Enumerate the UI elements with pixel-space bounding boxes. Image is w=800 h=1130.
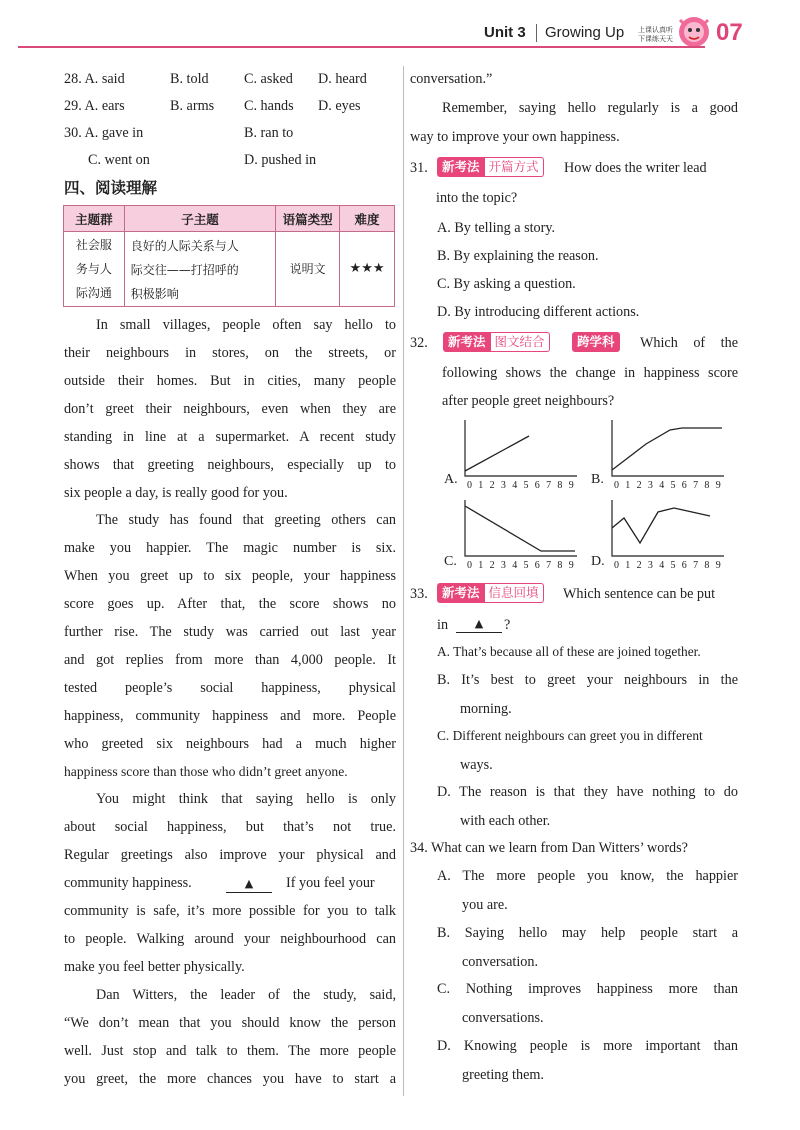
passage-line: to people. Walking around your neighbourhood can xyxy=(64,931,396,947)
graph-tick-label: 3 xyxy=(647,480,653,491)
header-slogan: 上课认真听 下课练天天 xyxy=(638,26,673,43)
header-separator xyxy=(536,24,537,42)
passage-line: shows that greeting neighbours, especially up to xyxy=(64,457,396,473)
passage-line: community is safe, it’s more possible for you to talk xyxy=(64,903,396,919)
graph-tick-label: 5 xyxy=(670,560,676,571)
q30-option-c: C. went on xyxy=(88,152,150,168)
table-cell-theme: 社会服 务与人 际沟通 xyxy=(64,232,125,307)
option-d-cont: with each other. xyxy=(460,813,551,829)
question-tag: 新考法 开篇方式 xyxy=(437,157,544,177)
graph-tick-label: 7 xyxy=(546,560,552,571)
blank-marker: ▲ xyxy=(226,876,272,893)
option-d-cont: greeting them. xyxy=(462,1067,544,1083)
graph-tick-label: 8 xyxy=(557,480,563,491)
graph-c[interactable] xyxy=(462,500,592,570)
question-stem: into the topic? xyxy=(436,190,518,206)
option-a-cont: you are. xyxy=(462,897,508,913)
passage-blank xyxy=(226,873,272,893)
option-d[interactable]: D. Knowing people is more important than xyxy=(437,1038,738,1054)
passage-line: make you feel better physically. xyxy=(64,959,245,975)
graph-tick-label: 2 xyxy=(636,560,642,571)
graph-label-d[interactable]: D. xyxy=(591,554,605,569)
graph-label-b[interactable]: B. xyxy=(591,472,604,487)
graph-tick-label: 3 xyxy=(647,560,653,571)
q28-option-a: 28. A. said xyxy=(64,71,125,87)
graph-d[interactable] xyxy=(609,500,739,570)
option-c[interactable]: C. Different neighbours can greet you in different xyxy=(437,728,703,743)
question-stem: following shows the change in happiness score xyxy=(442,365,738,381)
column-divider xyxy=(403,66,404,1096)
graph-tick-label: 2 xyxy=(489,560,495,571)
q30-option-d: D. pushed in xyxy=(244,152,317,168)
graph-tick-label: 1 xyxy=(478,560,484,571)
blank-marker: ▲ xyxy=(456,616,502,633)
table-header: 主题群 xyxy=(64,206,125,232)
graph-tick-label: 7 xyxy=(693,560,699,571)
option-d[interactable]: D. The reason is that they have nothing to do xyxy=(437,784,738,800)
passage-line: score goes up. After that, the score shows no xyxy=(64,596,396,612)
question-stem: ? xyxy=(504,617,511,633)
graph-tick-label: 9 xyxy=(568,560,574,571)
option-c-cont: conversations. xyxy=(462,1010,544,1026)
passage-info-table xyxy=(63,205,395,307)
graph-tick-label: 1 xyxy=(478,480,484,491)
graph-tick-label: 9 xyxy=(715,560,721,571)
passage-line: The study has found that greeting others can xyxy=(96,512,396,528)
graph-label-a[interactable]: A. xyxy=(444,472,458,487)
passage-line: well. Just stop and talk to them. The more people xyxy=(64,1043,396,1059)
passage-line: you greet, the more chances you have to start a xyxy=(64,1071,396,1087)
option-c[interactable]: C. By asking a question. xyxy=(437,276,576,292)
q30-option-b: B. ran to xyxy=(244,125,294,141)
passage-line: Regular greetings also improve your physical and xyxy=(64,847,396,863)
option-d[interactable]: D. By introducing different actions. xyxy=(437,304,640,320)
passage-line: You might think that saying hello is only xyxy=(96,791,396,807)
graph-curve xyxy=(612,508,710,543)
q28-option-d: D. heard xyxy=(318,71,367,87)
graph-tick-label: 5 xyxy=(523,560,529,571)
table-header: 难度 xyxy=(340,206,395,232)
option-c-cont: ways. xyxy=(460,757,493,773)
graph-tick-label: 3 xyxy=(500,480,506,491)
graph-tick-label: 8 xyxy=(704,480,710,491)
passage-line: When you greet up to six people, your happiness xyxy=(64,568,396,584)
question-number: 32. xyxy=(410,335,428,351)
page-number: 07 xyxy=(716,19,743,46)
graph-axis xyxy=(465,420,577,476)
q29-option-b: B. arms xyxy=(170,98,215,114)
option-b-cont: morning. xyxy=(460,701,512,717)
graph-a[interactable] xyxy=(462,420,592,490)
q29-option-c: C. hands xyxy=(244,98,294,114)
option-b-cont: conversation. xyxy=(462,954,539,970)
option-b[interactable]: B. By explaining the reason. xyxy=(437,248,599,264)
passage-line: community happiness. xyxy=(64,875,192,891)
passage-line: happiness score than those who didn’t greet anyone. xyxy=(64,764,348,779)
graph-tick-label: 2 xyxy=(636,480,642,491)
passage-line: about social happiness, but that’s not true. xyxy=(64,819,396,835)
question-stem: How does the writer lead xyxy=(564,160,707,176)
graph-tick-label: 4 xyxy=(659,480,665,491)
passage-line: six people a day, is really good for you. xyxy=(64,485,288,501)
header-rule xyxy=(18,46,705,48)
graph-tick-label: 4 xyxy=(512,480,518,491)
graph-axis xyxy=(465,500,577,556)
passage-line: don’t greet their neighbours, even when they are xyxy=(64,401,396,417)
graph-tick-label: 9 xyxy=(568,480,574,491)
table-header: 子主题 xyxy=(124,206,275,232)
q28-option-b: B. told xyxy=(170,71,209,87)
passage-line: conversation.” xyxy=(410,71,493,87)
question-tag: 跨学科 xyxy=(572,332,620,352)
question-tag: 新考法 图文结合 xyxy=(443,332,550,352)
table-cell-difficulty: ★★★ xyxy=(340,232,395,307)
option-a[interactable]: A. That’s because all of these are joined together. xyxy=(437,644,701,659)
passage-line: If you feel your xyxy=(286,875,375,891)
table-header: 语篇类型 xyxy=(276,206,340,232)
q29-option-d: D. eyes xyxy=(318,98,361,114)
graph-tick-label: 2 xyxy=(489,480,495,491)
option-a[interactable]: A. By telling a story. xyxy=(437,220,556,236)
option-c[interactable]: C. Nothing improves happiness more than xyxy=(437,981,738,997)
option-a[interactable]: A. The more people you know, the happier xyxy=(437,868,738,884)
graph-tick-label: 0 xyxy=(614,560,619,571)
q29-option-a: 29. A. ears xyxy=(64,98,125,114)
graph-tick-label: 5 xyxy=(523,480,529,491)
graph-tick-label: 3 xyxy=(500,560,506,571)
question-blank xyxy=(456,613,502,633)
question-stem: in xyxy=(437,617,449,633)
unit-title: Growing Up xyxy=(545,24,625,41)
table-cell-type: 说明文 xyxy=(276,232,340,307)
graph-tick-label: 6 xyxy=(534,560,540,571)
graph-tick-label: 6 xyxy=(681,560,687,571)
graph-tick-label: 1 xyxy=(625,480,631,491)
option-b[interactable]: B. It’s best to greet your neighbours in the xyxy=(437,672,738,688)
question-stem: Which of the xyxy=(640,335,738,351)
question-number: 31. xyxy=(410,160,428,176)
graph-curve xyxy=(465,436,529,471)
passage-line: tested people’s social happiness, physical xyxy=(64,680,396,696)
passage-line: happiness, community happiness and more. People xyxy=(64,708,396,724)
passage-line: way to improve your own happiness. xyxy=(410,129,620,145)
page-header xyxy=(0,0,800,52)
graph-tick-label: 4 xyxy=(659,560,665,571)
graph-label-c[interactable]: C. xyxy=(444,554,457,569)
passage-line: standing in line at a supermarket. A recent study xyxy=(64,429,396,445)
question-stem: 34. What can we learn from Dan Witters’ words? xyxy=(410,840,688,856)
passage-line: “We don’t mean that you should know the person xyxy=(64,1015,396,1031)
question-tag: 新考法 信息回填 xyxy=(437,583,544,603)
graph-tick-label: 6 xyxy=(534,480,540,491)
graph-curve xyxy=(612,428,722,470)
q28-option-c: C. asked xyxy=(244,71,293,87)
graph-tick-label: 9 xyxy=(715,480,721,491)
option-b[interactable]: B. Saying hello may help people start a xyxy=(437,925,738,941)
question-stem: Which sentence can be put xyxy=(563,586,716,602)
question-stem: after people greet neighbours? xyxy=(442,393,615,409)
passage-line: who greeted six neighbours had a much higher xyxy=(64,736,396,752)
passage-line: In small villages, people often say hello to xyxy=(96,317,396,333)
graph-tick-label: 8 xyxy=(557,560,563,571)
q30-option-a: 30. A. gave in xyxy=(64,125,144,141)
passage-line: and got replies from more than 4,000 people. It xyxy=(64,652,396,668)
graph-tick-label: 8 xyxy=(704,560,710,571)
section-title: 四、阅读理解 xyxy=(64,179,158,197)
graph-tick-label: 0 xyxy=(467,560,472,571)
graph-tick-label: 4 xyxy=(512,560,518,571)
graph-tick-label: 0 xyxy=(614,480,619,491)
graph-tick-label: 0 xyxy=(467,480,472,491)
graph-tick-label: 6 xyxy=(681,480,687,491)
graph-tick-label: 5 xyxy=(670,480,676,491)
unit-label: Unit 3 xyxy=(484,24,526,41)
passage-line: Remember, saying hello regularly is a good xyxy=(442,100,738,116)
graph-tick-label: 1 xyxy=(625,560,631,571)
question-number: 33. xyxy=(410,586,428,602)
passage-line: further rise. The study was carried out last year xyxy=(64,624,396,640)
graph-b[interactable] xyxy=(609,420,739,490)
passage-line: make you happier. The magic number is six. xyxy=(64,540,396,556)
passage-line: outside their homes. But in cities, many people xyxy=(64,373,396,389)
graph-tick-label: 7 xyxy=(693,480,699,491)
graph-tick-label: 7 xyxy=(546,480,552,491)
graph-axis xyxy=(612,500,724,556)
graph-curve xyxy=(465,506,575,551)
passage-line: Dan Witters, the leader of the study, said, xyxy=(96,987,396,1003)
table-cell-subtheme: 良好的人际关系与人 际交往——打招呼的 积极影响 xyxy=(124,232,275,307)
passage-line: their neighbours in stores, on the streets, or xyxy=(64,345,396,361)
